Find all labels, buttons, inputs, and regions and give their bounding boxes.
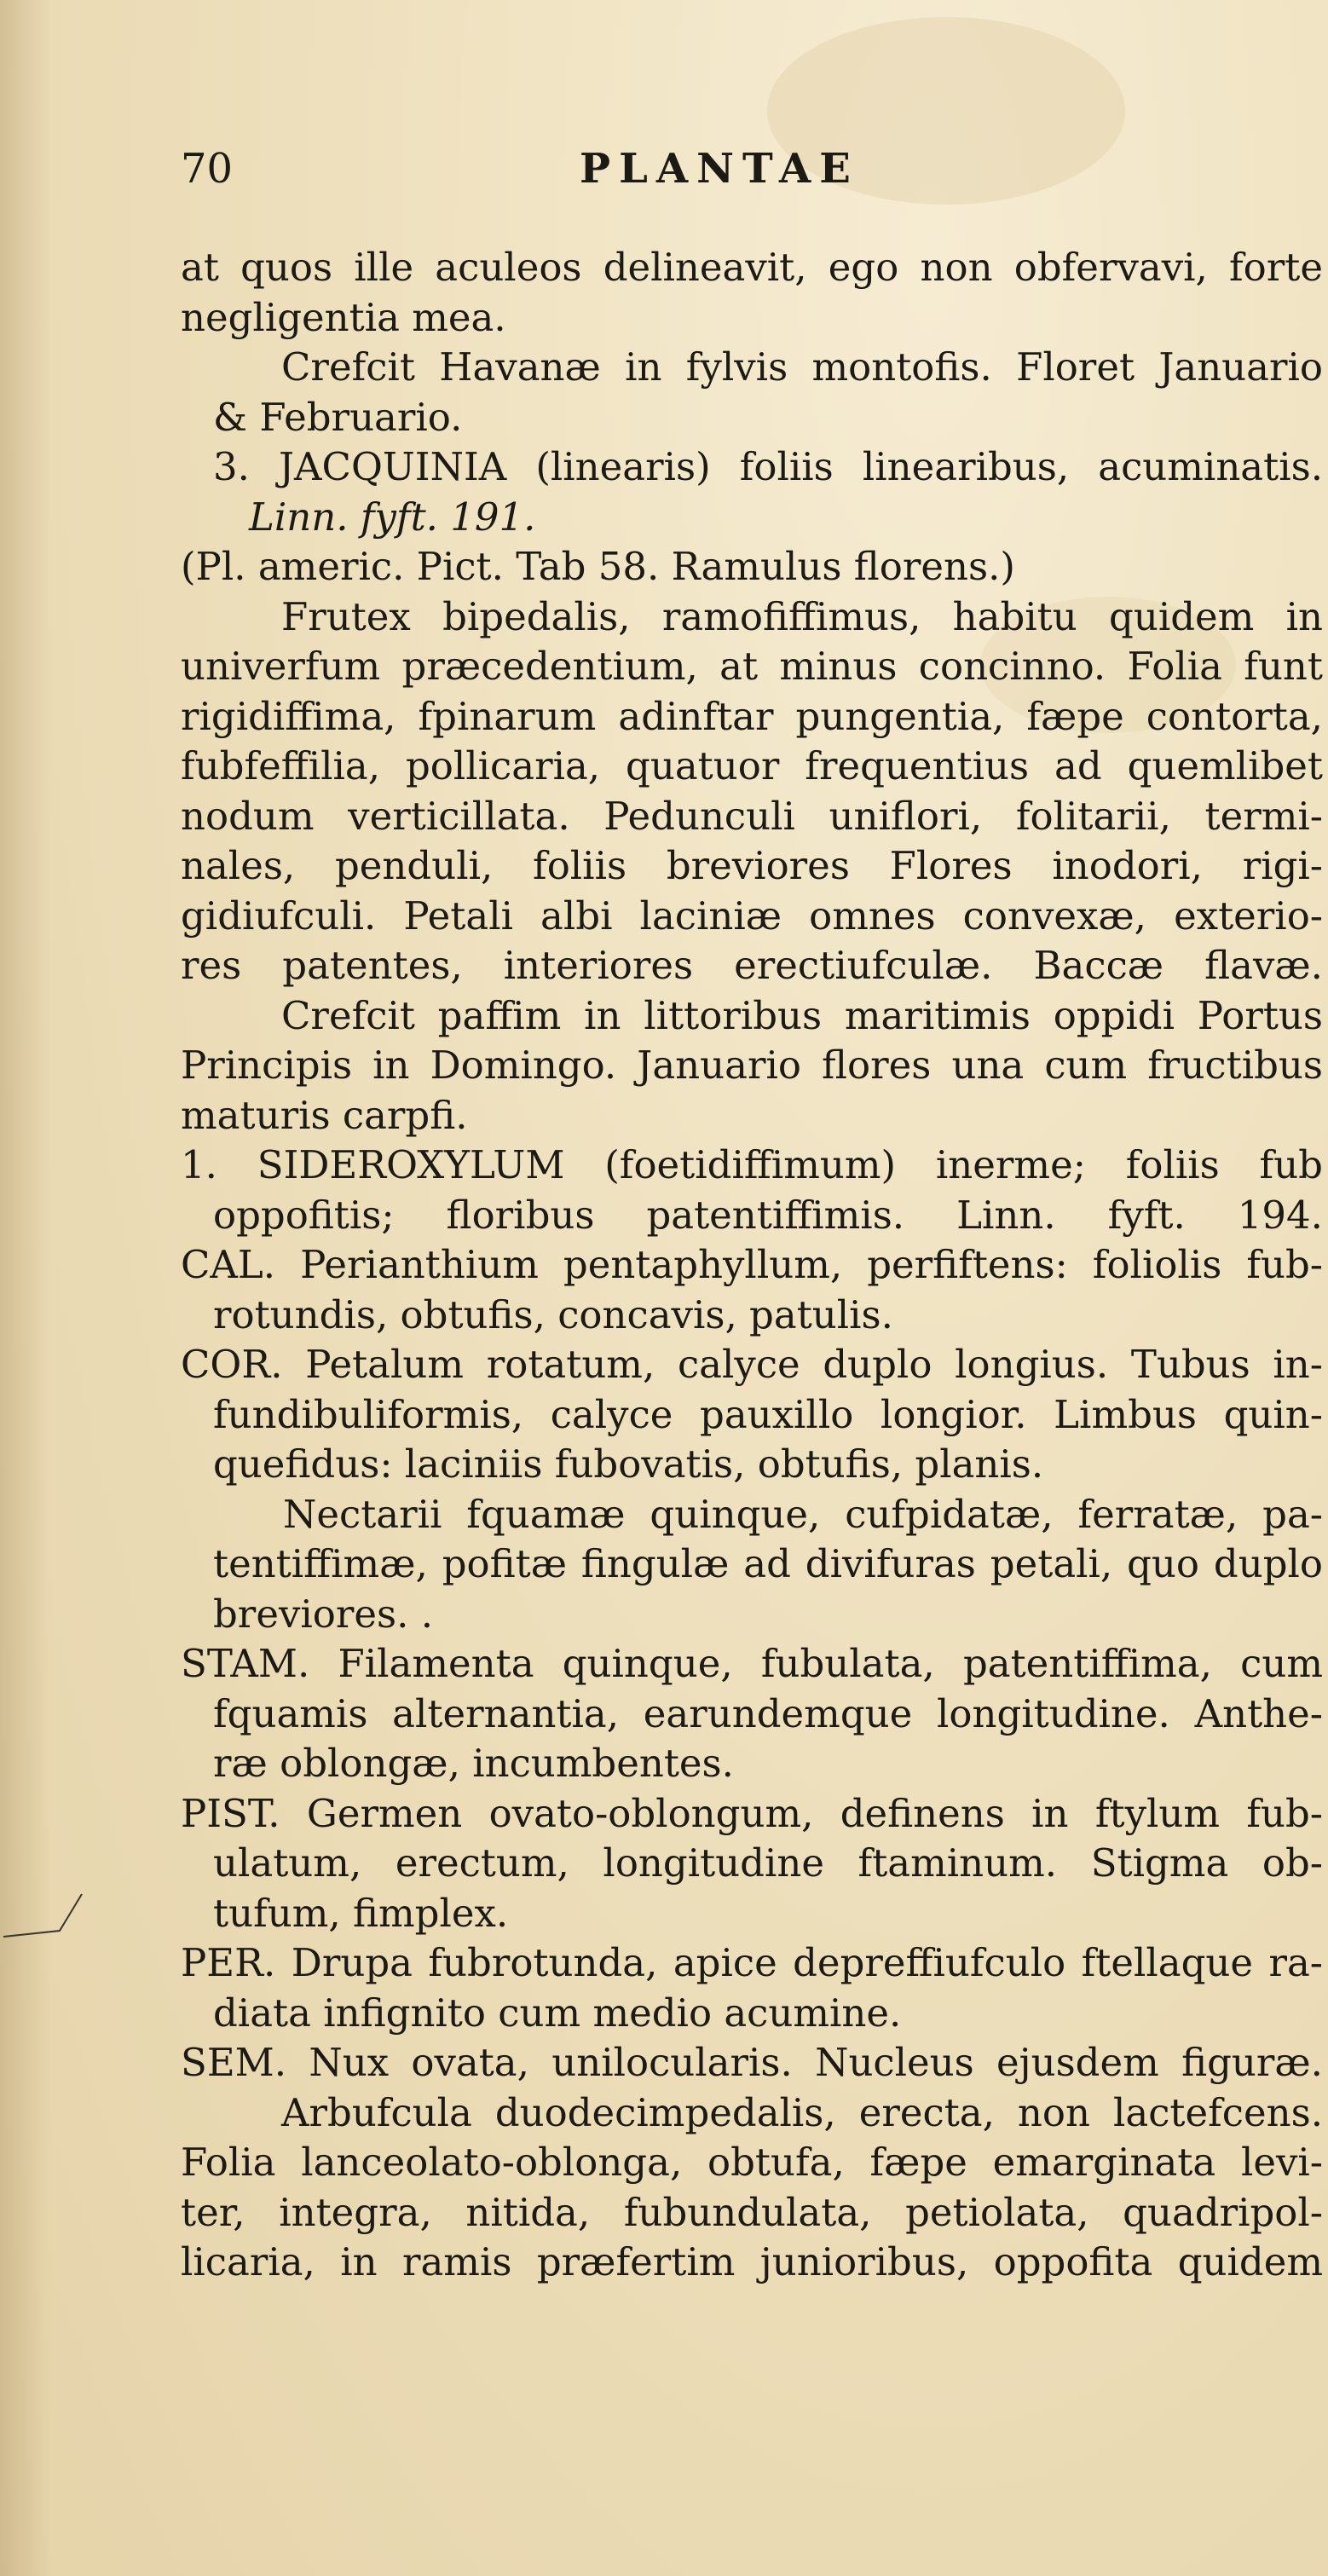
text-line: nodum verticillata. Pedunculi uniflori, folitarii, termi- <box>181 793 1323 839</box>
text-line: Frutex bipedalis, ramofiffimus, habitu quidem in <box>281 593 1323 639</box>
text-line: res patentes, interiores erectiufculæ. Baccæ flavæ. <box>181 943 1323 988</box>
text-line: licaria, in ramis præfertim junioribus, oppofita quidem <box>181 2239 1323 2284</box>
text-line: breviores. . <box>213 1591 434 1637</box>
text-line: 1. SIDEROXYLUM (foetidiffimum) inerme; foliis fub <box>181 1142 1323 1187</box>
running-title: PLANTAE <box>580 145 859 193</box>
text-line: rotundis, obtufis, concavis, patulis. <box>213 1291 893 1337</box>
handwritten-margin-mark <box>0 1884 102 1952</box>
text-line: 3. JACQUINIA (linearis) foliis linearibus, acuminatis. <box>213 444 1323 489</box>
text-line: maturis carpfi. <box>181 1092 468 1138</box>
text-line: CAL. Perianthium pentaphyllum, perfiftens: foliolis fub- <box>181 1242 1323 1287</box>
text-line: ulatum, erectum, longitudine ftaminum. Stigma ob- <box>213 1840 1323 1886</box>
text-line: fubfeffilia, pollicaria, quatuor frequentius ad quemlibet <box>181 743 1323 788</box>
text-line: quefidus: laciniis fubovatis, obtufis, planis. <box>213 1441 1044 1487</box>
text-line: negligentia mea. <box>181 294 506 340</box>
page-number: 70 <box>181 145 234 193</box>
text-line: ter, integra, nitida, fubundulata, petiolata, quadripol- <box>181 2189 1323 2235</box>
text-line: SEM. Nux ovata, unilocularis. Nucleus ejusdem figuræ. <box>181 2040 1323 2085</box>
text-line: Arbufcula duodecimpedalis, erecta, non lactefcens. <box>281 2089 1323 2135</box>
text-line: & Februario. <box>213 394 463 440</box>
text-line: fundibuliformis, calyce pauxillo longior. Limbus quin- <box>213 1391 1323 1437</box>
text-line: Crefcit Havanæ in fylvis montofis. Floret Januario <box>281 344 1323 390</box>
text-line: ræ oblongæ, incumbentes. <box>213 1741 734 1786</box>
pencil-stroke-icon <box>0 1884 102 1952</box>
text-line: PIST. Germen ovato-oblongum, definens in ftylum fub- <box>181 1790 1323 1836</box>
text-line: univerfum præcedentium, at minus concinno. Folia funt <box>181 644 1323 689</box>
text-line: fquamis alternantia, earundemque longitudine. Anthe- <box>213 1690 1323 1736</box>
text-line: Folia lanceolato-oblonga, obtufa, fæpe emarginata levi- <box>181 2140 1323 2185</box>
text-line: gidiufculi. Petali albi laciniæ omnes convexæ, exterio- <box>181 892 1323 939</box>
text-line: Principis in Domingo. Januario flores una cum fructibus <box>181 1043 1323 1088</box>
text-line: tufum, fimplex. <box>213 1890 509 1936</box>
text-line: diata infignito cum medio acumine. <box>213 1990 902 2036</box>
page-header <box>0 145 1328 205</box>
text-line: tentiffimæ, pofitæ fingulæ ad divifuras petali, quo duplo <box>213 1541 1323 1586</box>
text-line: oppofitis; floribus patentiffimis. Linn. fyft. 194. <box>213 1192 1323 1238</box>
text-line: Nectarii fquamæ quinque, cufpidatæ, ferratæ, pa- <box>283 1491 1323 1537</box>
text-line: COR. Petalum rotatum, calyce duplo longius. Tubus in- <box>181 1342 1323 1387</box>
text-line: Crefcit paffim in littoribus maritimis oppidi Portus <box>281 992 1323 1038</box>
text-line: Linn. fyft. 191. <box>249 494 536 540</box>
text-line: STAM. Filamenta quinque, fubulata, patentiffima, cum <box>181 1641 1323 1686</box>
text-line: (Pl. americ. Pict. Tab 58. Ramulus florens.) <box>181 544 1015 589</box>
text-line: PER. Drupa fubrotunda, apice depreffiufculo ftellaque ra- <box>181 1940 1323 1985</box>
text-line: rigidiffima, fpinarum adinftar pungentia, fæpe contorta, <box>181 693 1323 739</box>
text-line: at quos ille aculeos delineavit, ego non obfervavi, forte <box>181 245 1323 290</box>
page-spine-shadow <box>0 0 51 2576</box>
text-line: nales, penduli, foliis breviores Flores inodori, rigi- <box>181 843 1323 888</box>
page-body <box>181 243 1323 2288</box>
